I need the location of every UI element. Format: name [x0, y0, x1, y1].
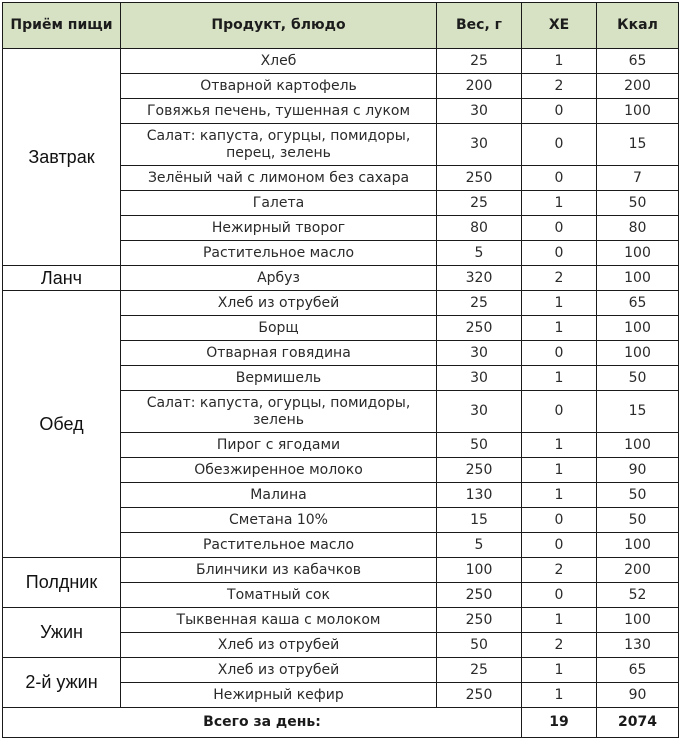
kcal-cell: 7	[597, 166, 679, 191]
xe-cell: 1	[522, 191, 597, 216]
product-cell: Растительное масло	[121, 533, 437, 558]
product-cell: Говяжья печень, тушенная с луком	[121, 99, 437, 124]
xe-cell: 1	[522, 658, 597, 683]
kcal-cell: 100	[597, 316, 679, 341]
xe-cell: 0	[522, 216, 597, 241]
weight-cell: 25	[437, 658, 522, 683]
weight-cell: 250	[437, 458, 522, 483]
kcal-cell: 50	[597, 508, 679, 533]
weight-cell: 15	[437, 508, 522, 533]
product-cell: Салат: капуста, огурцы, помидоры, перец, зелень	[121, 124, 437, 166]
weight-cell: 130	[437, 483, 522, 508]
xe-cell: 2	[522, 558, 597, 583]
product-cell: Хлеб	[121, 49, 437, 74]
xe-cell: 0	[522, 508, 597, 533]
meal-name: Обед	[3, 291, 121, 558]
weight-cell: 30	[437, 99, 522, 124]
header-product: Продукт, блюдо	[121, 3, 437, 49]
xe-cell: 2	[522, 74, 597, 99]
table-row	[3, 266, 679, 291]
weight-cell: 30	[437, 124, 522, 166]
kcal-cell: 50	[597, 483, 679, 508]
table-row	[3, 291, 679, 316]
weight-cell: 80	[437, 216, 522, 241]
xe-cell: 0	[522, 99, 597, 124]
xe-cell: 1	[522, 291, 597, 316]
product-cell: Отварной картофель	[121, 74, 437, 99]
xe-cell: 1	[522, 366, 597, 391]
weight-cell: 25	[437, 291, 522, 316]
product-cell: Нежирный кефир	[121, 683, 437, 708]
kcal-cell: 80	[597, 216, 679, 241]
weight-cell: 50	[437, 433, 522, 458]
meal-name: Ужин	[3, 608, 121, 658]
product-cell: Арбуз	[121, 266, 437, 291]
weight-cell: 30	[437, 391, 522, 433]
kcal-cell: 100	[597, 241, 679, 266]
product-cell: Хлеб из отрубей	[121, 658, 437, 683]
table-row	[3, 558, 679, 583]
total-xe: 19	[522, 708, 597, 738]
kcal-cell: 50	[597, 191, 679, 216]
product-cell: Тыквенная каша с молоком	[121, 608, 437, 633]
product-cell: Пирог с ягодами	[121, 433, 437, 458]
weight-cell: 320	[437, 266, 522, 291]
kcal-cell: 200	[597, 558, 679, 583]
kcal-cell: 65	[597, 49, 679, 74]
weight-cell: 250	[437, 683, 522, 708]
xe-cell: 1	[522, 49, 597, 74]
product-cell: Растительное масло	[121, 241, 437, 266]
weight-cell: 250	[437, 166, 522, 191]
table-body	[3, 49, 679, 708]
kcal-cell: 65	[597, 658, 679, 683]
weight-cell: 200	[437, 74, 522, 99]
product-cell: Зелёный чай с лимоном без сахара	[121, 166, 437, 191]
total-label: Всего за день:	[3, 708, 522, 738]
xe-cell: 2	[522, 633, 597, 658]
table-row	[3, 608, 679, 633]
weight-cell: 5	[437, 533, 522, 558]
product-cell: Салат: капуста, огурцы, помидоры, зелень	[121, 391, 437, 433]
product-cell: Вермишель	[121, 366, 437, 391]
xe-cell: 0	[522, 391, 597, 433]
xe-cell: 0	[522, 124, 597, 166]
product-cell: Томатный сок	[121, 583, 437, 608]
kcal-cell: 50	[597, 366, 679, 391]
product-cell: Малина	[121, 483, 437, 508]
header-kcal: Ккал	[597, 3, 679, 49]
kcal-cell: 65	[597, 291, 679, 316]
diet-menu-table	[2, 2, 679, 738]
product-cell: Обезжиренное молоко	[121, 458, 437, 483]
weight-cell: 25	[437, 49, 522, 74]
kcal-cell: 100	[597, 99, 679, 124]
kcal-cell: 200	[597, 74, 679, 99]
total-row	[3, 708, 679, 738]
header-xe: ХЕ	[522, 3, 597, 49]
product-cell: Нежирный творог	[121, 216, 437, 241]
weight-cell: 30	[437, 341, 522, 366]
header-meal: Приём пищи	[3, 3, 121, 49]
weight-cell: 50	[437, 633, 522, 658]
kcal-cell: 100	[597, 266, 679, 291]
product-cell: Галета	[121, 191, 437, 216]
xe-cell: 0	[522, 533, 597, 558]
product-cell: Хлеб из отрубей	[121, 291, 437, 316]
meal-name: Завтрак	[3, 49, 121, 266]
product-cell: Блинчики из кабачков	[121, 558, 437, 583]
weight-cell: 30	[437, 366, 522, 391]
meal-name: Полдник	[3, 558, 121, 608]
xe-cell: 0	[522, 341, 597, 366]
kcal-cell: 52	[597, 583, 679, 608]
product-cell: Борщ	[121, 316, 437, 341]
weight-cell: 25	[437, 191, 522, 216]
kcal-cell: 90	[597, 458, 679, 483]
header-row	[3, 3, 679, 49]
kcal-cell: 100	[597, 608, 679, 633]
xe-cell: 1	[522, 433, 597, 458]
xe-cell: 1	[522, 608, 597, 633]
xe-cell: 0	[522, 583, 597, 608]
weight-cell: 250	[437, 583, 522, 608]
kcal-cell: 90	[597, 683, 679, 708]
xe-cell: 1	[522, 683, 597, 708]
xe-cell: 2	[522, 266, 597, 291]
xe-cell: 1	[522, 483, 597, 508]
xe-cell: 1	[522, 316, 597, 341]
table-row	[3, 658, 679, 683]
kcal-cell: 15	[597, 391, 679, 433]
product-cell: Хлеб из отрубей	[121, 633, 437, 658]
table-row	[3, 49, 679, 74]
total-kcal: 2074	[597, 708, 679, 738]
weight-cell: 250	[437, 608, 522, 633]
product-cell: Сметана 10%	[121, 508, 437, 533]
weight-cell: 5	[437, 241, 522, 266]
kcal-cell: 15	[597, 124, 679, 166]
kcal-cell: 100	[597, 433, 679, 458]
xe-cell: 0	[522, 166, 597, 191]
meal-name: Ланч	[3, 266, 121, 291]
kcal-cell: 130	[597, 633, 679, 658]
meal-name: 2-й ужин	[3, 658, 121, 708]
weight-cell: 100	[437, 558, 522, 583]
kcal-cell: 100	[597, 341, 679, 366]
product-cell: Отварная говядина	[121, 341, 437, 366]
kcal-cell: 100	[597, 533, 679, 558]
xe-cell: 1	[522, 458, 597, 483]
header-weight: Вес, г	[437, 3, 522, 49]
weight-cell: 250	[437, 316, 522, 341]
xe-cell: 0	[522, 241, 597, 266]
